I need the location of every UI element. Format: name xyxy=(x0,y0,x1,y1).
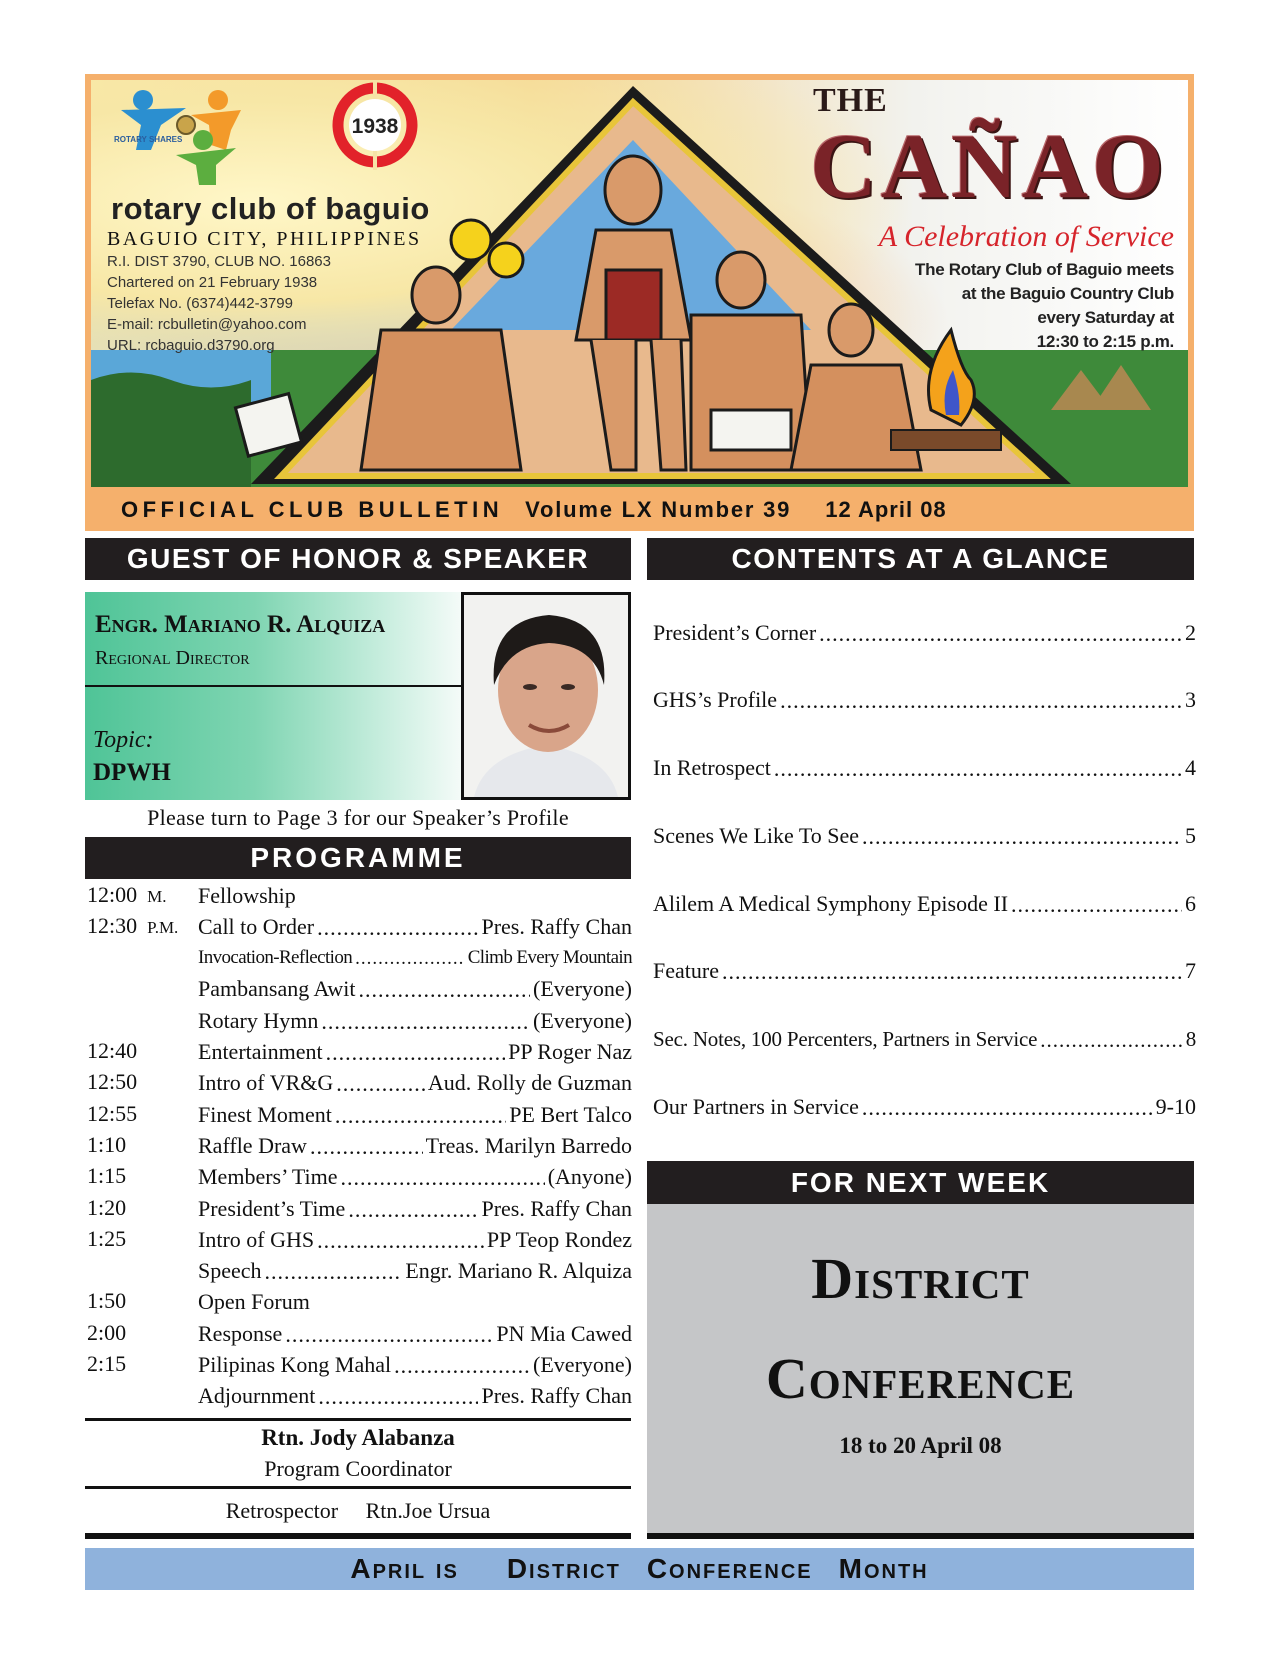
programme-row xyxy=(87,943,632,974)
dot-leader xyxy=(310,1134,423,1158)
figure-body-icon xyxy=(361,330,521,470)
programme-person: PE Bert Talco xyxy=(509,1101,632,1127)
contents-page: 9-10 xyxy=(1155,1094,1196,1119)
dot-leader xyxy=(318,1384,478,1408)
year-badge xyxy=(338,80,412,170)
time-value: 1:50 xyxy=(87,1288,127,1314)
programme-activity: Members’ Time xyxy=(198,1164,338,1190)
contents-page: 2 xyxy=(1185,620,1196,645)
dot-leader xyxy=(1040,1027,1182,1051)
tree-icon xyxy=(91,373,251,488)
programme-time xyxy=(87,945,198,971)
logs-icon xyxy=(891,430,1001,450)
divider xyxy=(85,685,461,687)
programme-person: PP Roger Naz xyxy=(508,1039,632,1064)
dot-leader xyxy=(819,621,1182,645)
programme-time xyxy=(87,1288,198,1316)
programme-row xyxy=(87,880,632,911)
dot-leader xyxy=(722,959,1182,983)
programme-person: Climb Every Mountain xyxy=(467,947,632,969)
programme-activity: Entertainment xyxy=(198,1039,323,1064)
programme-activity: Invocation-Reflection xyxy=(198,947,353,969)
programme-activity: Rotary Hymn xyxy=(198,1007,319,1033)
programme-person: (Everyone) xyxy=(533,1352,632,1377)
dot-leader xyxy=(774,756,1182,780)
contents-page: 4 xyxy=(1185,755,1196,780)
retrospector-name: Rtn.Joe Ursua xyxy=(365,1498,491,1523)
dot-leader xyxy=(321,1009,530,1033)
programme-time xyxy=(87,1007,198,1035)
programme-activity: Response xyxy=(198,1320,283,1346)
dot-leader xyxy=(780,688,1182,712)
guest-name: Engr. Mariano R. Alquiza xyxy=(95,611,386,638)
programme-activity: Finest Moment xyxy=(198,1101,332,1127)
time-suffix: P.M. xyxy=(147,917,179,937)
programme-person: (Anyone) xyxy=(547,1164,632,1190)
programme-activity: Intro of GHS xyxy=(198,1226,315,1252)
dot-leader xyxy=(341,1165,545,1189)
contents-page: 5 xyxy=(1185,823,1196,848)
programme-time xyxy=(87,1351,198,1379)
dot-leader xyxy=(358,977,530,1001)
contents-title: Sec. Notes, 100 Percenters, Partners in Service xyxy=(653,1027,1038,1051)
programme-time xyxy=(87,975,198,1003)
programme-header: PROGRAMME xyxy=(85,837,631,879)
dot-leader xyxy=(862,824,1182,848)
figure-head-icon xyxy=(829,304,873,356)
programme-row xyxy=(87,1037,632,1068)
dot-leader xyxy=(335,1103,506,1127)
time-value: 2:15 xyxy=(87,1351,127,1376)
programme-person: Pres. Raffy Chan xyxy=(481,913,632,939)
dot-leader xyxy=(326,1040,506,1064)
programme-activity: Call to Order xyxy=(198,913,315,939)
programme-person: PN Mia Cawed xyxy=(496,1320,632,1346)
time-value: 2:00 xyxy=(87,1319,127,1345)
contents-item[interactable] xyxy=(653,685,1196,715)
footer-text: April is xyxy=(350,1553,459,1584)
volume-number: Volume LX Number 39 xyxy=(525,497,792,522)
bulletin-label: OFFICIAL CLUB BULLETIN xyxy=(121,497,504,522)
programme-row xyxy=(87,1005,632,1036)
contents-title: Our Partners in Service xyxy=(653,1094,859,1119)
event-dates: 18 to 20 April 08 xyxy=(839,1433,1002,1458)
meeting-line: The Rotary Club of Baguio meets xyxy=(915,260,1174,279)
retrospector-label: Retrospector xyxy=(225,1498,339,1523)
contents-item[interactable] xyxy=(653,821,1196,851)
contents-item[interactable] xyxy=(653,1092,1196,1122)
programme-activity: Adjournment xyxy=(198,1383,316,1409)
contents-page: 8 xyxy=(1185,1027,1196,1051)
contents-page: 7 xyxy=(1185,958,1196,983)
issue-date: 12 April 08 xyxy=(825,497,947,522)
programme-person: Engr. Mariano R. Alquiza xyxy=(405,1258,632,1284)
contents-title: Alilem A Medical Symphony Episode II xyxy=(653,891,1009,916)
club-chartered: Chartered on 21 February 1938 xyxy=(107,274,318,291)
programme-row xyxy=(87,1130,632,1161)
programme-time xyxy=(87,1320,198,1348)
dot-leader xyxy=(348,1197,478,1221)
programme-activity: Speech xyxy=(198,1258,262,1284)
guest-info-panel xyxy=(85,592,461,800)
programme-person: Pres. Raffy Chan xyxy=(481,1383,632,1409)
year-badge-text: 1938 xyxy=(351,115,399,138)
programme-time xyxy=(87,1069,198,1097)
contents-item[interactable] xyxy=(653,618,1196,648)
event-line-2: Conference xyxy=(765,1346,1076,1411)
gear-icon xyxy=(451,220,491,260)
masthead-artwork xyxy=(91,80,1188,487)
dot-leader xyxy=(862,1095,1153,1119)
programme-person: Treas. Marilyn Barredo xyxy=(425,1132,632,1158)
programme-activity: President’s Time xyxy=(198,1195,346,1221)
programme-row xyxy=(87,911,632,942)
programme-activity: Pambansang Awit xyxy=(198,976,356,1002)
gear-icon xyxy=(489,243,523,277)
programme-person: (Everyone) xyxy=(533,976,632,1002)
meeting-info xyxy=(915,258,1174,354)
dot-leader xyxy=(355,946,465,970)
footer-text: Conference xyxy=(646,1553,813,1584)
programme-person: PP Teop Rondez xyxy=(486,1226,632,1252)
contents-item[interactable] xyxy=(653,889,1196,919)
programme-person: (Everyone) xyxy=(533,1007,632,1033)
time-value: 12:50 xyxy=(87,1069,138,1095)
programme-activity: Raffle Draw xyxy=(198,1132,307,1158)
programme-time xyxy=(87,1163,198,1191)
programme-time xyxy=(87,1257,198,1285)
divider xyxy=(85,1486,631,1489)
programme-row xyxy=(87,1099,632,1130)
figure-head-icon xyxy=(717,252,765,308)
divider xyxy=(647,1533,1194,1539)
programme-time xyxy=(87,1132,198,1160)
speaker-photo xyxy=(461,592,631,800)
time-value: 1:10 xyxy=(87,1131,127,1157)
programme-row xyxy=(87,1381,632,1412)
club-telefax: Telefax No. (6374)442-3799 xyxy=(107,295,293,312)
programme-activity: Intro of VR&G xyxy=(198,1070,334,1096)
contents-title: GHS’s Profile xyxy=(653,687,778,712)
contents-item[interactable] xyxy=(653,753,1196,783)
bulletin-bar xyxy=(85,489,1194,531)
contents-title: Feature xyxy=(653,958,719,983)
programme-activity: Fellowship xyxy=(198,882,296,908)
time-value: 12:00 xyxy=(87,881,138,907)
footer-text: Month xyxy=(838,1553,929,1584)
rotary-shares-text: ROTARY SHARES xyxy=(114,135,183,144)
contents-page: 6 xyxy=(1185,891,1196,916)
contents-page: 3 xyxy=(1185,687,1196,712)
time-value: 12:55 xyxy=(87,1100,138,1126)
time-value: 12:40 xyxy=(87,1038,138,1063)
loincloth-icon xyxy=(606,270,661,340)
dot-leader xyxy=(317,1228,484,1252)
guest-header: GUEST OF HONOR & SPEAKER xyxy=(85,538,631,580)
time-value: 1:25 xyxy=(87,1225,127,1251)
dot-leader xyxy=(394,1353,530,1377)
event-line-1: District xyxy=(811,1246,1030,1311)
programme-person: Pres. Raffy Chan xyxy=(481,1195,632,1221)
footer-banner xyxy=(85,1548,1194,1590)
club-url[interactable]: URL: rcbaguio.d3790.org xyxy=(107,337,275,354)
programme-time xyxy=(87,1101,198,1129)
rotary-shares-logo xyxy=(114,90,241,185)
programme-row xyxy=(87,1162,632,1193)
dot-leader xyxy=(336,1071,425,1095)
programme-time xyxy=(87,1382,198,1410)
figure-head-icon xyxy=(412,267,460,323)
divider xyxy=(85,1533,631,1539)
club-email[interactable]: E-mail: rcbulletin@yahoo.com xyxy=(107,316,307,333)
club-city: BAGUIO CITY, PHILIPPINES xyxy=(107,228,422,250)
programme-row xyxy=(87,1256,632,1287)
book-icon xyxy=(711,410,791,450)
dot-leader xyxy=(265,1259,403,1283)
dot-leader xyxy=(1011,892,1182,916)
dot-leader xyxy=(317,915,478,939)
meeting-line: at the Baguio Country Club xyxy=(961,284,1174,303)
masthead xyxy=(85,74,1194,531)
club-name: rotary club of baguio xyxy=(111,191,430,226)
programme-time xyxy=(87,1226,198,1254)
programme-row xyxy=(87,1068,632,1099)
programme-row xyxy=(87,1193,632,1224)
time-value: 1:15 xyxy=(87,1163,127,1189)
contents-title: Scenes We Like To See xyxy=(653,823,860,848)
programme-time xyxy=(87,913,198,941)
footer-text: District xyxy=(506,1553,621,1584)
time-value: 1:20 xyxy=(87,1194,127,1220)
next-week-header: FOR NEXT WEEK xyxy=(647,1161,1194,1204)
programme-row xyxy=(87,1350,632,1381)
meeting-line: 12:30 to 2:15 p.m. xyxy=(1036,332,1174,351)
tagline: A Celebration of Service xyxy=(878,220,1174,253)
dot-leader xyxy=(285,1322,493,1346)
coordinator-role: Program Coordinator xyxy=(264,1456,452,1481)
speaker-portrait-icon xyxy=(464,595,628,797)
programme-row xyxy=(87,1287,632,1318)
guest-box xyxy=(85,592,631,800)
programme-time xyxy=(87,882,198,910)
programme-row xyxy=(87,1318,632,1349)
contents-header: CONTENTS AT A GLANCE xyxy=(647,538,1194,580)
coordinator-name: Rtn. Jody Alabanza xyxy=(261,1425,455,1450)
title-main: CAÑAO xyxy=(810,115,1168,217)
topic-value: DPWH xyxy=(93,759,171,786)
programme-row xyxy=(87,1224,632,1255)
club-district: R.I. DIST 3790, CLUB NO. 16863 xyxy=(107,253,331,270)
contents-title: In Retrospect xyxy=(653,755,771,780)
divider xyxy=(85,1418,631,1421)
retrospector-line xyxy=(85,1498,631,1524)
time-suffix: M. xyxy=(147,886,167,906)
topic-label: Topic: xyxy=(93,727,154,753)
speaker-profile-note: Please turn to Page 3 for our Speaker’s Profile xyxy=(147,805,569,830)
title-the: THE xyxy=(813,82,888,119)
programme-activity: Pilipinas Kong Mahal xyxy=(198,1352,392,1377)
programme-row xyxy=(87,974,632,1005)
figure-body-icon xyxy=(791,365,921,470)
contents-item[interactable] xyxy=(653,956,1196,986)
contents-item[interactable] xyxy=(653,1024,1196,1054)
programme-activity: Open Forum xyxy=(198,1289,310,1315)
time-value: 12:30 xyxy=(87,912,138,938)
contents-title: President’s Corner xyxy=(653,620,817,645)
meeting-line: every Saturday at xyxy=(1037,308,1174,327)
guest-title: Regional Director xyxy=(95,647,250,669)
programme-person: Aud. Rolly de Guzman xyxy=(427,1070,632,1096)
programme-time xyxy=(87,1038,198,1066)
programme-time xyxy=(87,1195,198,1223)
figure-head-icon xyxy=(605,156,661,224)
next-week-box xyxy=(647,1204,1194,1533)
